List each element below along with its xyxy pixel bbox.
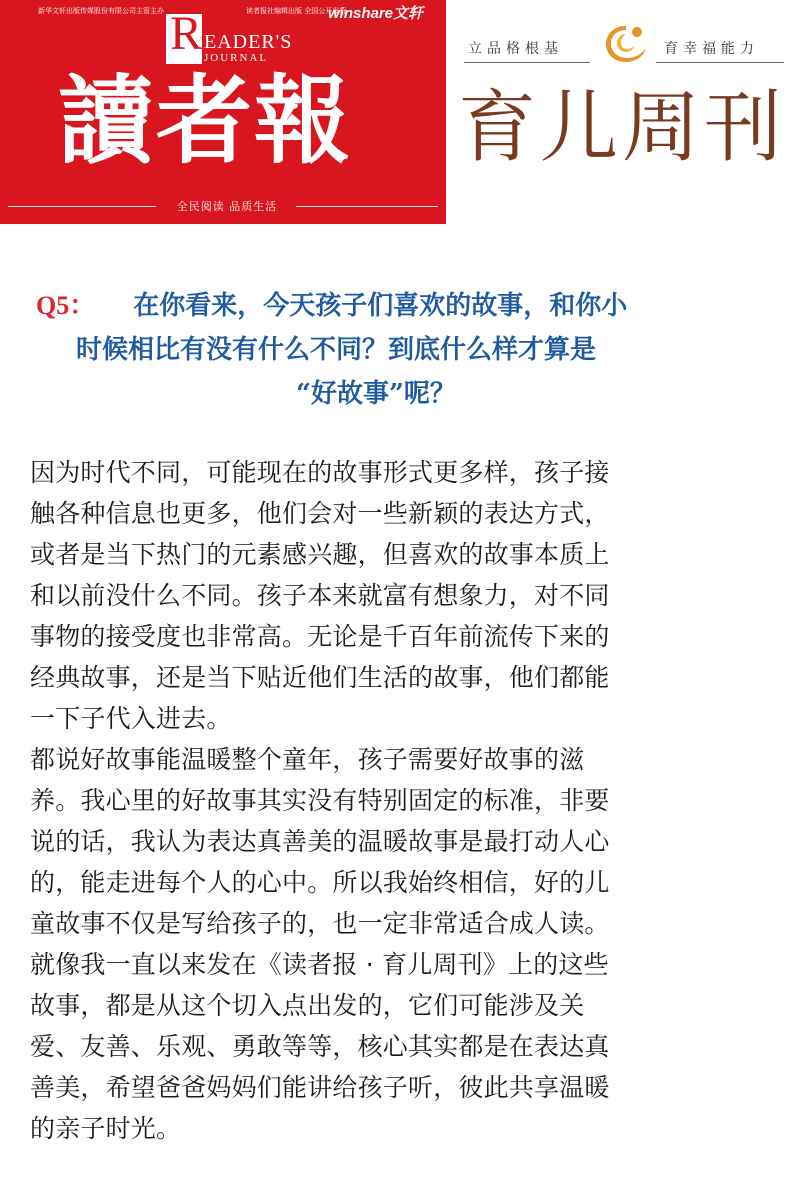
slogan-underline-left (464, 62, 590, 63)
answer-line: 养。我心里的好故事其实没有特别固定的标准，非要 (30, 786, 610, 815)
slogan-underline-right (656, 62, 784, 63)
readers-journal-masthead (0, 0, 446, 224)
readers-journal-sub: JOURNAL (204, 52, 269, 64)
answer-line: 经典故事，还是当下贴近他们生活的故事，他们都能 (30, 663, 610, 692)
answer-line: 童故事不仅是写给孩子的，也一定非常适合成人读。 (30, 909, 610, 938)
readers-journal-initial: R (170, 7, 203, 60)
winshare-logo: winshare文轩 (328, 5, 424, 22)
answer-line: 事物的接受度也非常高。无论是千百年前流传下来的 (30, 622, 610, 651)
answer-line: 触各种信息也更多，他们会对一些新颖的表达方式， (30, 499, 610, 528)
publisher-note: 新华文轩出版传媒股份有限公司主管主办 (38, 7, 164, 15)
answer-line: 的，能走进每个人的心中。所以我始终相信，好的儿 (30, 868, 610, 897)
sun-swirl-icon (596, 20, 656, 70)
answer-line: 就像我一直以来发在《读者报 · 育儿周刊》上的这些 (30, 950, 609, 979)
question-line-3: “好故事”呢？ (296, 379, 456, 409)
question-text-1: 在你看来，今天孩子们喜欢的故事，和你小 (133, 291, 628, 321)
answer-line: 一下子代入进去。 (30, 704, 232, 733)
tagline-rule-right (296, 206, 438, 207)
answer-line: 都说好故事能温暖整个童年，孩子需要好故事的滋 (30, 745, 585, 774)
slogan-right: 育幸福能力 (664, 41, 759, 57)
answer-line: 故事，都是从这个切入点出发的，它们可能涉及关 (30, 991, 585, 1020)
masthead-title: 讀者報 (58, 64, 352, 177)
answer-line: 善美，希望爸爸妈妈们能讲给孩子听，彼此共享温暖 (30, 1073, 610, 1102)
slogan-left: 立品格根基 (468, 41, 563, 57)
answer-line: 说的话，我认为表达真善美的温暖故事是最打动人心 (30, 827, 610, 856)
tagline-rule-left (8, 206, 156, 207)
answer-line: 爱、友善、乐观、勇敢等等，核心其实都是在表达真 (30, 1032, 610, 1061)
question-line-1 (36, 286, 627, 326)
answer-line: 的亲子时光。 (30, 1114, 182, 1143)
answer-line: 和以前没什么不同。孩子本来就富有想象力，对不同 (30, 581, 610, 610)
answer-line: 因为时代不同，可能现在的故事形式更多样，孩子接 (30, 458, 610, 487)
parenting-weekly-title: 育儿周刊 (458, 83, 787, 173)
question-line-2: 时候相比有没有什么不同？到底什么样才算是 (76, 335, 597, 365)
editor-note: 读者报社编辑出版 全国公开发行 (246, 7, 347, 15)
masthead-tagline: 全民阅读 品质生活 (176, 200, 278, 213)
question-label: Q5： (36, 291, 96, 320)
readers-journal-wordmark: EADER'S (204, 31, 293, 53)
answer-line: 或者是当下热门的元素感兴趣，但喜欢的故事本质上 (30, 540, 610, 569)
